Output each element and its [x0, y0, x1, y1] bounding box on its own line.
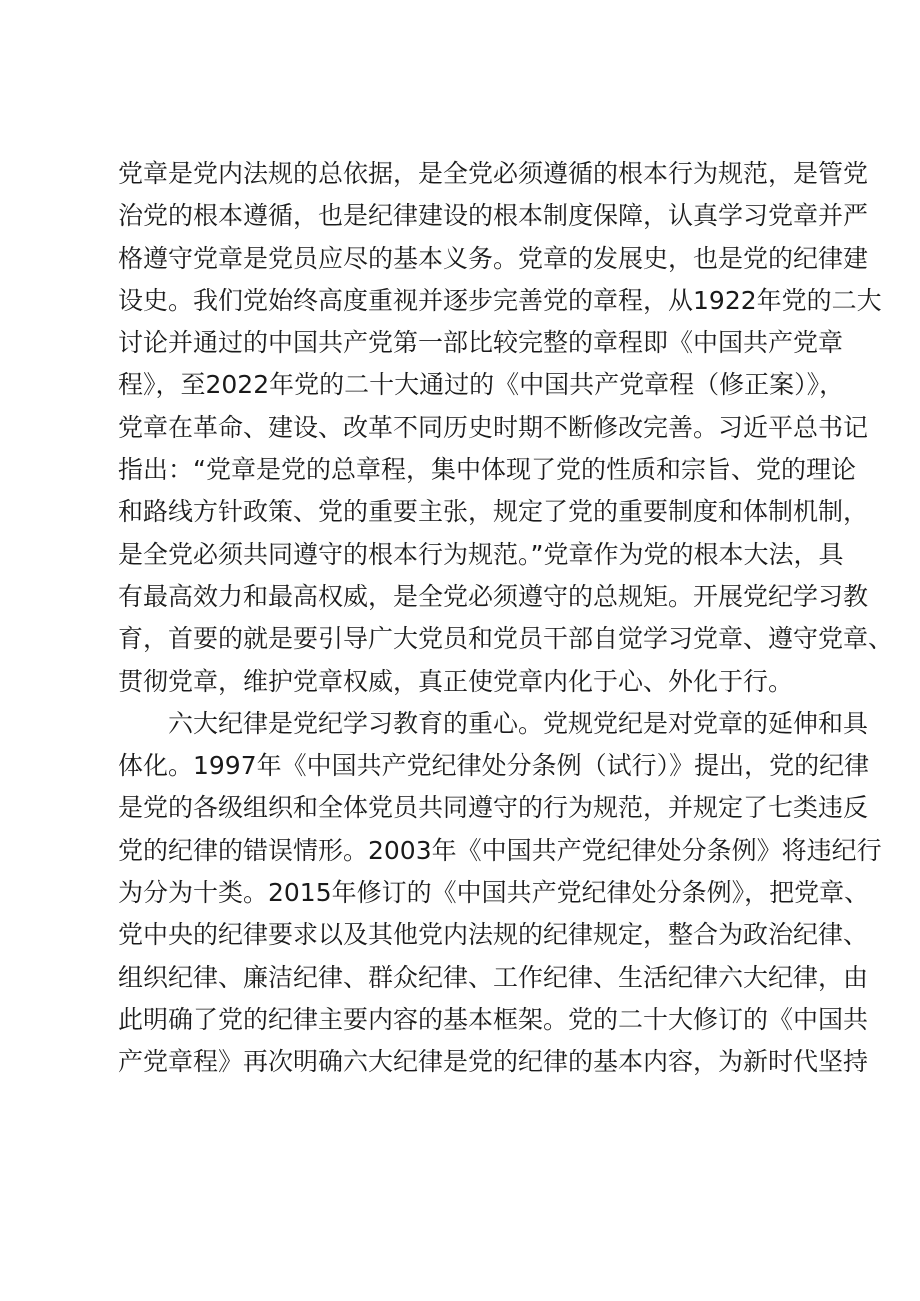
- paragraph-six-disciplines: [118, 703, 882, 1084]
- text-line: 指出：“党章是党的总章程，集中体现了党的性质和宗旨、党的理论: [118, 455, 856, 485]
- text-line: 和路线方针政策、党的重要主张，规定了党的重要制度和体制机制，: [118, 497, 869, 527]
- text-line: 是全党必须共同遵守的根本行为规范。”党章作为党的根本大法，具: [118, 539, 844, 569]
- text-line: 程》，至2022年党的二十大通过的《中国共产党章程（修正案）》，: [118, 370, 845, 400]
- text-line: 党章是党内法规的总依据，是全党必须遵循的根本行为规范，是管党: [118, 159, 869, 188]
- text-line: 育，首要的就是要引导广大党员和党员干部自觉学习党章、遵守党章、: [118, 624, 894, 654]
- text-line: 设史。我们党始终高度重视并逐步完善党的章程，从1922年党的二大: [118, 285, 882, 315]
- text-line: 体化。1997年《中国共产党纪律处分条例（试行）》提出，党的纪律: [118, 751, 870, 781]
- text-line: 六大纪律是党纪学习教育的重心。党规党纪是对党章的延伸和具: [168, 708, 869, 738]
- text-line: 党的纪律的错误情形。2003年《中国共产党纪律处分条例》将违纪行: [118, 835, 882, 865]
- text-line: 党章在革命、建设、改革不同历史时期不断修改完善。习近平总书记: [118, 412, 869, 442]
- body-text: [118, 153, 894, 1084]
- text-line: 为分为十类。2015年修订的《中国共产党纪律处分条例》，把党章、: [118, 878, 870, 908]
- text-line: 贯彻党章，维护党章权威，真正使党章内化于心、外化于行。: [118, 666, 794, 696]
- text-line: 讨论并通过的中国共产党第一部比较完整的章程即《中国共产党章: [118, 328, 844, 358]
- text-line: 组织纪律、廉洁纪律、群众纪律、工作纪律、生活纪律六大纪律，由: [118, 962, 869, 992]
- text-line: 格遵守党章是党员应尽的基本义务。党章的发展史，也是党的纪律建: [118, 243, 869, 273]
- text-line: 产党章程》再次明确六大纪律是党的纪律的基本内容，为新时代坚持: [118, 1047, 869, 1077]
- text-line: 此明确了党的纪律主要内容的基本框架。党的二十大修订的《中国共: [118, 1004, 869, 1034]
- paragraph-party-constitution: [118, 153, 894, 703]
- text-line: 党中央的纪律要求以及其他党内法规的纪律规定，整合为政治纪律、: [118, 920, 869, 950]
- text-line: 治党的根本遵循，也是纪律建设的根本制度保障，认真学习党章并严: [118, 201, 869, 231]
- text-line: 有最高效力和最高权威，是全党必须遵守的总规矩。开展党纪学习教: [118, 581, 869, 611]
- text-line: 是党的各级组织和全体党员共同遵守的行为规范，并规定了七类违反: [118, 793, 869, 823]
